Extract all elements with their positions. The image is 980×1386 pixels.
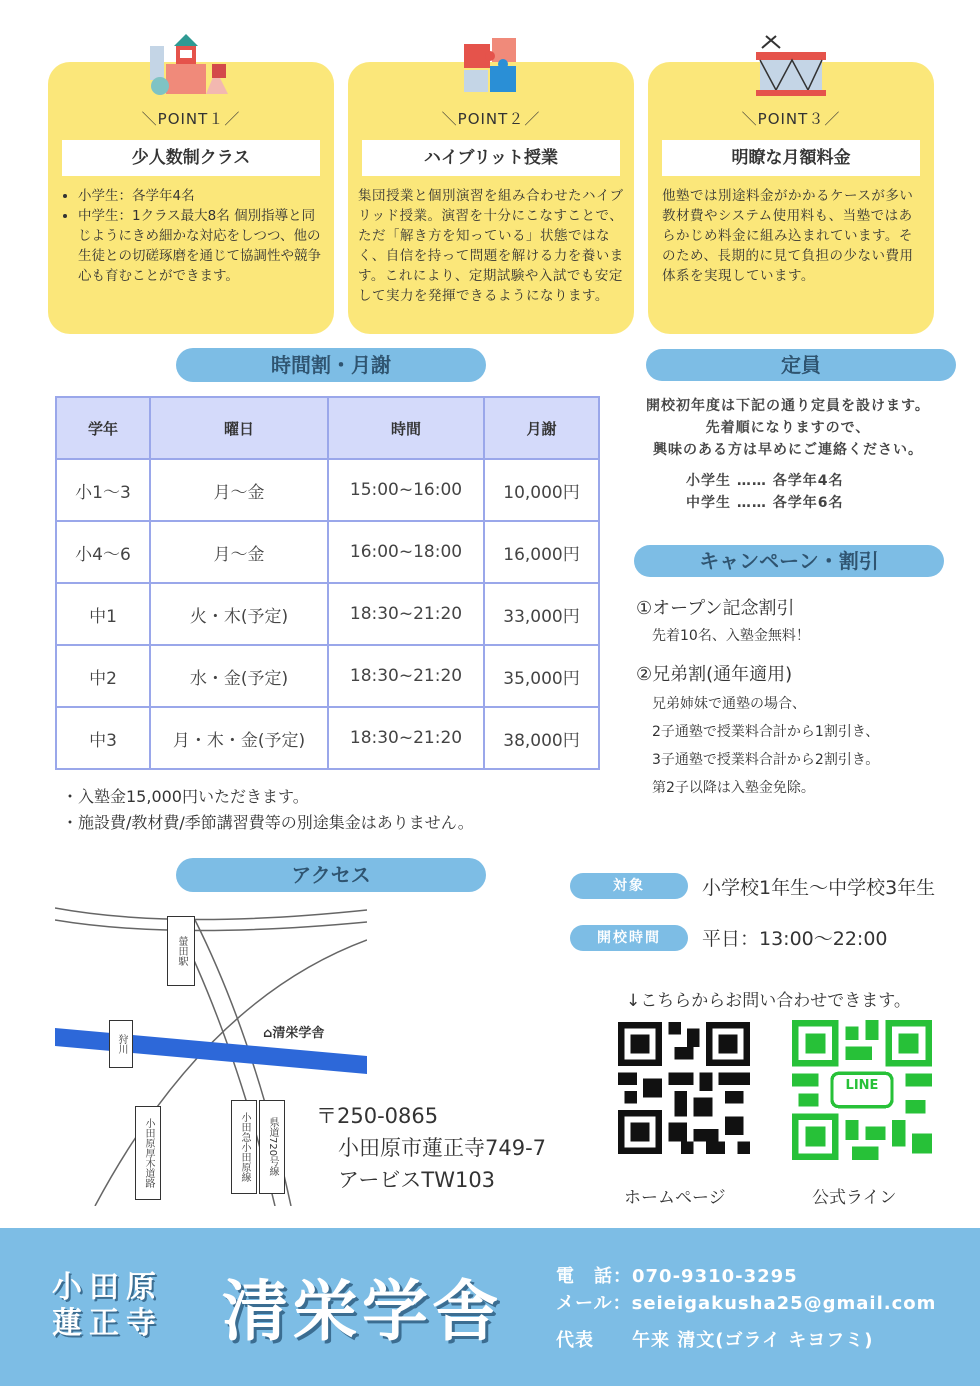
access-map <box>55 900 367 1206</box>
campaign-line: 2子通塾で授業料合計から1割引き、 <box>652 724 880 740</box>
postal-code: 〒250-0865 <box>316 1104 439 1128</box>
footer-area <box>52 1270 163 1342</box>
point-label: ＼POINT３／ <box>741 110 841 128</box>
schedule-heading: 時間割・月謝 <box>176 348 486 382</box>
table-row <box>56 645 599 707</box>
target-value: 小学校1年生〜中学校3年生 <box>702 877 936 899</box>
fee-note: ・入塾金15,000円いただきます。 <box>62 787 309 806</box>
point-title: ハイブリット授業 <box>362 140 620 176</box>
schedule-table <box>55 396 600 770</box>
table-cell: 33,000円 <box>484 583 599 645</box>
footer-representative: 代表 午来 清文(ゴライ キヨフミ) <box>556 1330 874 1351</box>
table-header: 月謝 <box>484 397 599 459</box>
table-cell: 中1 <box>56 583 150 645</box>
campaign-text-1: 先着10名、入塾金無料！ <box>652 628 810 644</box>
table-row <box>56 583 599 645</box>
table-cell: 月〜金 <box>150 459 328 521</box>
table-cell: 18:30~21:20 <box>328 707 484 769</box>
fee-note: ・施設費/教材費/季節講習費等の別途集金はありません。 <box>62 813 474 832</box>
quota-line: 開校初年度は下記の通り定員を設けます。 <box>646 398 930 414</box>
point-title: 明瞭な月額料金 <box>662 140 920 176</box>
point-card-2 <box>348 62 634 334</box>
table-header: 曜日 <box>150 397 328 459</box>
footer-email: メール：seieigakusha25@gmail.com <box>556 1293 937 1314</box>
table-row <box>56 459 599 521</box>
address-line: アービスTW103 <box>338 1168 496 1192</box>
access-heading: アクセス <box>176 858 486 892</box>
hours-tag: 開校時間 <box>570 925 688 951</box>
quota-middle: 中学生 …… 各学年6名 <box>686 495 844 511</box>
table-row <box>56 707 599 769</box>
campaign-line: 兄弟姉妹で通塾の場合、 <box>652 696 806 712</box>
table-cell: 10,000円 <box>484 459 599 521</box>
table-cell: 水・金(予定) <box>150 645 328 707</box>
campaign-line: 第2子以降は入塾金免除。 <box>652 780 815 796</box>
quota-line: 先着順になりますので、 <box>705 420 871 436</box>
house-icon: ⌂ <box>263 1026 273 1041</box>
point-text: 他塾では別途料金がかかるケースが多い教材費やシステム使用料も、当塾ではあらかじめ料金に組み込まれています。そのため、長期的に見て負担の少ない費用体系を実現しています。 <box>662 188 914 284</box>
line-logo-text: LINE <box>845 1078 879 1093</box>
table-cell: 18:30~21:20 <box>328 583 484 645</box>
table-cell: 火・木(予定) <box>150 583 328 645</box>
campaign-title-1: ①オープン記念割引 <box>636 598 795 619</box>
school-marker-label: 清栄学舎 <box>272 1026 325 1041</box>
footer-brand: 清栄学舎 <box>222 1273 502 1350</box>
footer-phone: 電 話：070-9310-3295 <box>556 1266 798 1287</box>
table-header: 学年 <box>56 397 150 459</box>
point-body <box>58 186 324 286</box>
table-row <box>56 521 599 583</box>
toy-blocks-icon <box>146 34 236 100</box>
school-marker <box>263 1022 324 1041</box>
table-cell: 38,000円 <box>484 707 599 769</box>
quota-heading: 定員 <box>646 349 956 381</box>
footer <box>0 1228 980 1386</box>
campaign-title-2: ②兄弟割(通年適用) <box>636 664 793 685</box>
table-cell: 18:30~21:20 <box>328 645 484 707</box>
campaign-text-2 <box>652 690 879 802</box>
puzzle-icon <box>456 34 526 102</box>
qr-caption-home: ホームページ <box>624 1188 726 1208</box>
point-title: 少人数制クラス <box>62 140 320 176</box>
table-cell: 中2 <box>56 645 150 707</box>
table-cell: 16:00~18:00 <box>328 521 484 583</box>
table-cell: 16,000円 <box>484 521 599 583</box>
table-cell: 中3 <box>56 707 150 769</box>
quota-line: 興味のある方は早めにご連絡ください。 <box>653 442 923 458</box>
point-card-3 <box>648 62 934 334</box>
river-label: 狩川 <box>109 1020 133 1068</box>
footer-area-line: 蓮正寺 <box>52 1306 163 1341</box>
footer-area-line: 小田原 <box>52 1270 163 1305</box>
table-cell: 小4〜6 <box>56 521 150 583</box>
address-line: 小田原市蓮正寺749-7 <box>338 1136 547 1160</box>
table-cell: 15:00~16:00 <box>328 459 484 521</box>
point-body <box>662 186 924 286</box>
qr-caption-line: 公式ライン <box>812 1188 897 1208</box>
rail-label: 小田急小田原線 <box>231 1100 257 1194</box>
drum-icon <box>746 34 836 102</box>
table-cell: 月・木・金(予定) <box>150 707 328 769</box>
target-tag: 対象 <box>570 873 688 899</box>
table-cell: 小1〜3 <box>56 459 150 521</box>
table-cell: 35,000円 <box>484 645 599 707</box>
campaign-line: 3子通塾で授業料合計から2割引き。 <box>652 752 880 768</box>
point-label: ＼POINT１／ <box>141 110 241 128</box>
point-bullet: • 小学生：各学年4名 <box>78 186 324 206</box>
quota-text <box>608 395 968 461</box>
point-text: 集団授業と個別演習を組み合わせたハイブリッド授業。演習を十分にこなすことで、ただ「解き方を知っている」状態ではなく、自信を持って問題を解ける力を養います。これにより、定期試験や入試でも安定して実力を発揮できるようになります。 <box>358 188 624 304</box>
table-header: 時間 <box>328 397 484 459</box>
point-body <box>358 186 624 306</box>
quota-elementary: 小学生 …… 各学年4名 <box>686 473 844 489</box>
table-header-row <box>56 397 599 459</box>
station-label: 螢田駅 <box>167 916 195 986</box>
point-bullet: • 中学生：1クラス最大8名 個別指導と同じようにきめ細かな対応をしつつ、他の生徒との切磋琢磨を通じて協調性や競争心も育むことができます。 <box>78 206 324 286</box>
hours-value: 平日：13:00〜22:00 <box>702 928 888 950</box>
contact-prompt: ↓こちらからお問い合わせできます。 <box>626 991 911 1011</box>
table-cell: 月〜金 <box>150 521 328 583</box>
line-qr-icon[interactable] <box>792 1020 932 1164</box>
quota-list <box>686 470 844 514</box>
campaign-heading: キャンペーン・割引 <box>634 545 944 577</box>
road-label: 県道720号線 <box>259 1100 285 1194</box>
road-label: 小田原厚木道路 <box>135 1106 161 1200</box>
homepage-qr-icon[interactable] <box>618 1022 750 1158</box>
point-label: ＼POINT２／ <box>441 110 541 128</box>
point-card-1 <box>48 62 334 334</box>
